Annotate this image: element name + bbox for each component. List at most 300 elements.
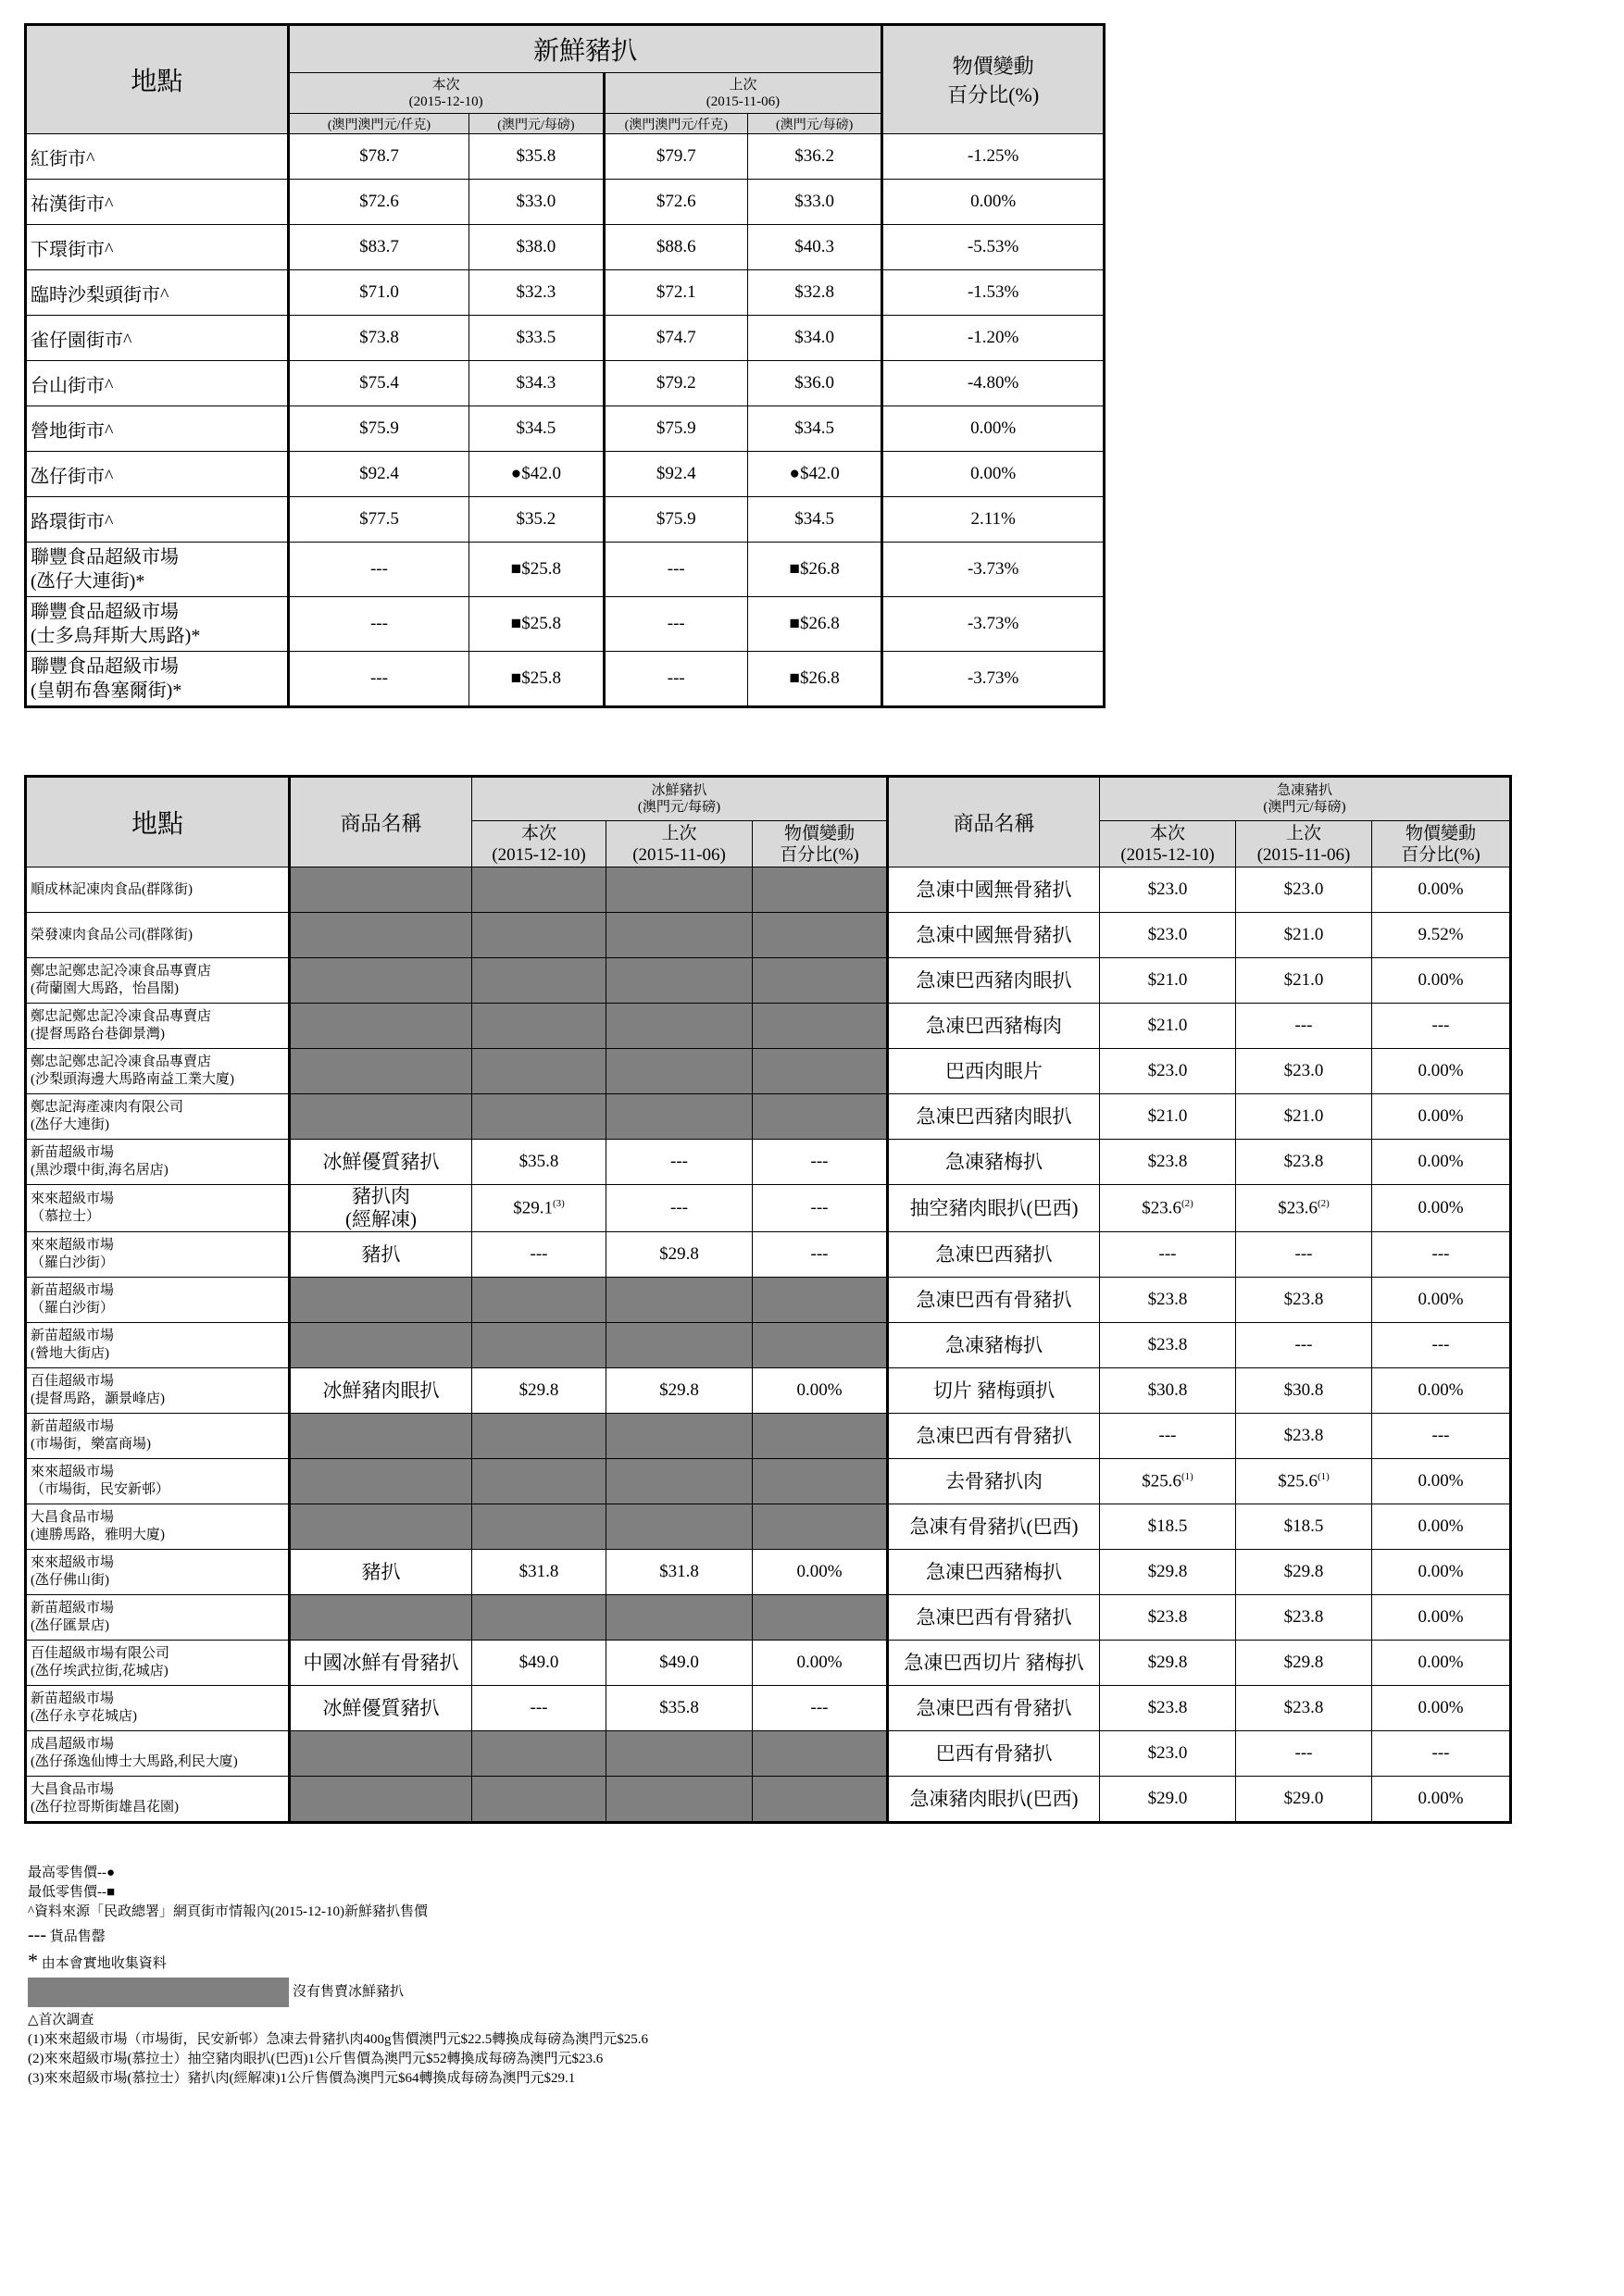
change-cell: 0.00%: [882, 452, 1105, 497]
frozen-previous-cell: $21.0: [1236, 958, 1372, 1004]
frozen-product-name-header: 商品名稱: [888, 777, 1100, 867]
chilled-change-cell: ---: [753, 1686, 888, 1731]
current-kg-cell: ---: [288, 652, 469, 707]
frozen-previous-cell: ---: [1236, 1731, 1372, 1777]
location-cell: 來來超級市場 （羅白沙街）: [26, 1232, 290, 1278]
previous-kg-cell: $72.6: [604, 180, 747, 225]
chilled-current-cell: $35.8: [472, 1140, 606, 1185]
location-cell: 營地街市^: [26, 406, 289, 452]
chilled-previous-cell: [606, 867, 753, 913]
table-row: [26, 134, 1105, 180]
chilled-previous-cell: [606, 1414, 753, 1459]
chilled-name-cell: [290, 1049, 472, 1094]
previous-lb-cell: $34.5: [747, 497, 881, 543]
frozen-change-cell: ---: [1372, 1323, 1511, 1368]
previous-kg-cell: ---: [604, 652, 747, 707]
frozen-name-cell: 急凍巴西有骨豬扒: [888, 1278, 1100, 1323]
change-cell: 0.00%: [882, 406, 1105, 452]
location-cell: 新苗超級市場 （羅白沙街）: [26, 1278, 290, 1323]
table-row: [26, 1278, 1511, 1323]
chilled-current-cell: [472, 1731, 606, 1777]
frozen-name-cell: 急凍豬肉眼扒(巴西): [888, 1777, 1100, 1823]
current-period-header: 本次 (2015-12-10): [288, 73, 604, 114]
note-lowest: 最低零售價--■: [28, 1885, 116, 1900]
table-row: [26, 1641, 1511, 1686]
location-cell: 聯豐食品超級市場 (皇朝布魯塞爾街)*: [26, 652, 289, 707]
frozen-change-cell: 0.00%: [1372, 958, 1511, 1004]
change-cell: -3.73%: [882, 652, 1105, 707]
frozen-change-cell: ---: [1372, 1004, 1511, 1049]
current-lb-cell: $38.0: [469, 225, 604, 270]
frozen-previous-cell: $29.8: [1236, 1641, 1372, 1686]
frozen-name-cell: 急凍豬梅扒: [888, 1140, 1100, 1185]
frozen-previous-cell: $23.8: [1236, 1595, 1372, 1641]
chilled-previous-cell: [606, 1595, 753, 1641]
chilled-name-cell: [290, 913, 472, 958]
location-header: 地點: [26, 25, 289, 134]
frozen-current-cell: $23.8: [1100, 1323, 1236, 1368]
chilled-previous-cell: [606, 1323, 753, 1368]
frozen-name-cell: 急凍巴西豬扒: [888, 1232, 1100, 1278]
chilled-previous-cell: $31.8: [606, 1550, 753, 1595]
chilled-name-cell: [290, 958, 472, 1004]
frozen-current-cell: $21.0: [1100, 958, 1236, 1004]
frozen-current-cell: $21.0: [1100, 1004, 1236, 1049]
unit-kg-previous: (澳門澳門元/仟克): [604, 114, 747, 134]
table-row: [26, 543, 1105, 597]
location-cell: 聯豐食品超級市場 (士多鳥拜斯大馬路)*: [26, 597, 289, 652]
location-cell: 紅街市^: [26, 134, 289, 180]
chilled-current-header: 本次 (2015-12-10): [472, 821, 606, 867]
current-kg-cell: $75.9: [288, 406, 469, 452]
frozen-previous-cell: $21.0: [1236, 1094, 1372, 1140]
frozen-change-cell: 0.00%: [1372, 1595, 1511, 1641]
frozen-change-cell: 0.00%: [1372, 1550, 1511, 1595]
current-kg-cell: $71.0: [288, 270, 469, 316]
previous-kg-cell: $75.9: [604, 497, 747, 543]
change-cell: -1.25%: [882, 134, 1105, 180]
location-cell: 新苗超級市場 (氹仔匯景店): [26, 1595, 290, 1641]
chilled-change-cell: [753, 1777, 888, 1823]
frozen-change-cell: ---: [1372, 1731, 1511, 1777]
current-lb-cell: $35.8: [469, 134, 604, 180]
chilled-name-cell: [290, 1323, 472, 1368]
chilled-current-cell: [472, 1094, 606, 1140]
table-row: [26, 1049, 1511, 1094]
note-first-survey: △首次調查: [28, 2013, 94, 2028]
chilled-previous-cell: $35.8: [606, 1686, 753, 1731]
frozen-previous-cell: ---: [1236, 1232, 1372, 1278]
chilled-current-cell: ---: [472, 1686, 606, 1731]
location-cell: 下環街市^: [26, 225, 289, 270]
table-row: [26, 1094, 1511, 1140]
fresh-pork-header: 新鮮豬扒: [288, 25, 882, 73]
chilled-current-cell: [472, 1414, 606, 1459]
table-row: [26, 180, 1105, 225]
chilled-name-cell: 豬扒肉 (經解凍): [290, 1185, 472, 1232]
frozen-change-cell: 0.00%: [1372, 867, 1511, 913]
location-cell: 鄭忠記海產凍肉有限公司 (氹仔大連街): [26, 1094, 290, 1140]
frozen-change-cell: 0.00%: [1372, 1686, 1511, 1731]
change-cell: -5.53%: [882, 225, 1105, 270]
chilled-name-cell: 豬扒: [290, 1550, 472, 1595]
chilled-change-cell: [753, 913, 888, 958]
frozen-name-cell: 急凍巴西豬梅扒: [888, 1550, 1100, 1595]
chilled-change-cell: [753, 867, 888, 913]
footnote-1: (1)來來超級市場（市場街，民安新邨）急凍去骨豬扒肉400g售價澳門元$22.5轉換成每磅為澳門元$25.6: [28, 2032, 648, 2047]
chilled-change-cell: [753, 1459, 888, 1504]
location-cell: 氹仔街市^: [26, 452, 289, 497]
previous-lb-cell: ■$26.8: [747, 652, 881, 707]
previous-period-header: 上次 (2015-11-06): [604, 73, 882, 114]
frozen-current-cell: $23.8: [1100, 1686, 1236, 1731]
chilled-change-cell: ---: [753, 1185, 888, 1232]
chilled-previous-cell: [606, 1004, 753, 1049]
frozen-change-cell: 0.00%: [1372, 1278, 1511, 1323]
chilled-change-cell: [753, 1278, 888, 1323]
chilled-previous-cell: [606, 1094, 753, 1140]
chilled-previous-cell: ---: [606, 1185, 753, 1232]
current-kg-cell: $83.7: [288, 225, 469, 270]
previous-lb-cell: ●$42.0: [747, 452, 881, 497]
chilled-previous-cell: [606, 1049, 753, 1094]
chilled-previous-cell: [606, 1459, 753, 1504]
table-row: [26, 652, 1105, 707]
frozen-current-cell: $23.6$^{(2)}$: [1100, 1185, 1236, 1232]
frozen-current-cell: $23.8: [1100, 1595, 1236, 1641]
table-row: [26, 958, 1511, 1004]
previous-kg-cell: $79.7: [604, 134, 747, 180]
chilled-current-cell: [472, 1278, 606, 1323]
chilled-change-cell: 0.00%: [753, 1368, 888, 1414]
current-lb-cell: $34.3: [469, 361, 604, 406]
frozen-name-cell: 急凍巴西有骨豬扒: [888, 1414, 1100, 1459]
chilled-current-cell: [472, 1595, 606, 1641]
chilled-name-cell: [290, 1504, 472, 1550]
frozen-current-cell: $25.6$^{(1)}$: [1100, 1459, 1236, 1504]
chilled-current-cell: $31.8: [472, 1550, 606, 1595]
frozen-previous-cell: $23.0: [1236, 867, 1372, 913]
frozen-name-cell: 急凍有骨豬扒(巴西): [888, 1504, 1100, 1550]
location-cell: 路環街市^: [26, 497, 289, 543]
previous-lb-cell: $34.0: [747, 316, 881, 361]
chilled-current-cell: [472, 1777, 606, 1823]
chilled-name-cell: [290, 1459, 472, 1504]
note-star: * 由本會實地收集資料: [28, 1949, 167, 1972]
current-lb-cell: ■$25.8: [469, 543, 604, 597]
unit-kg-current: (澳門澳門元/仟克): [288, 114, 469, 134]
frozen-current-cell: $23.0: [1100, 913, 1236, 958]
chilled-previous-cell: [606, 1278, 753, 1323]
frozen-name-cell: 巴西肉眼片: [888, 1049, 1100, 1094]
table-row: [26, 1368, 1511, 1414]
table-row: [26, 1686, 1511, 1731]
chilled-previous-cell: [606, 1731, 753, 1777]
location-cell: 百佳超級市場有限公司 (氹仔埃武拉街,花城店): [26, 1641, 290, 1686]
frozen-current-cell: $29.8: [1100, 1641, 1236, 1686]
location-cell: 新苗超級市場 (市場街，樂富商場): [26, 1414, 290, 1459]
frozen-name-cell: 急凍中國無骨豬扒: [888, 867, 1100, 913]
chilled-name-cell: [290, 1731, 472, 1777]
table-row: [26, 361, 1105, 406]
table-row: [26, 1459, 1511, 1504]
price-change-header: 物價變動 百分比(%): [882, 25, 1105, 134]
chilled-name-cell: 冰鮮優質豬扒: [290, 1686, 472, 1731]
chilled-change-cell: [753, 1595, 888, 1641]
location-cell: 來來超級市場 （市場街，民安新邨）: [26, 1459, 290, 1504]
previous-lb-cell: $36.0: [747, 361, 881, 406]
frozen-previous-cell: ---: [1236, 1004, 1372, 1049]
previous-lb-cell: $32.8: [747, 270, 881, 316]
current-lb-cell: ●$42.0: [469, 452, 604, 497]
current-kg-cell: $78.7: [288, 134, 469, 180]
frozen-change-cell: 9.52%: [1372, 913, 1511, 958]
table-row: [26, 1004, 1511, 1049]
chilled-previous-header: 上次 (2015-11-06): [606, 821, 753, 867]
table-row: [26, 406, 1105, 452]
table-row: [26, 1414, 1511, 1459]
chilled-change-cell: [753, 1504, 888, 1550]
chilled-name-cell: 冰鮮豬肉眼扒: [290, 1368, 472, 1414]
chilled-current-cell: $29.8: [472, 1368, 606, 1414]
frozen-name-cell: 急凍巴西切片 豬梅扒: [888, 1641, 1100, 1686]
table-row: [26, 867, 1511, 913]
previous-lb-cell: $40.3: [747, 225, 881, 270]
frozen-name-cell: 急凍巴西有骨豬扒: [888, 1595, 1100, 1641]
current-kg-cell: $73.8: [288, 316, 469, 361]
table-row: [26, 316, 1105, 361]
frozen-change-header: 物價變動 百分比(%): [1372, 821, 1511, 867]
location-cell: 台山街市^: [26, 361, 289, 406]
chilled-change-cell: [753, 1049, 888, 1094]
chilled-change-cell: [753, 1323, 888, 1368]
chilled-change-cell: [753, 1004, 888, 1049]
frozen-change-cell: 0.00%: [1372, 1459, 1511, 1504]
chilled-change-cell: 0.00%: [753, 1550, 888, 1595]
current-lb-cell: $32.3: [469, 270, 604, 316]
current-kg-cell: $72.6: [288, 180, 469, 225]
location-cell: 榮發凍肉食品公司(群隊街): [26, 913, 290, 958]
chilled-current-cell: ---: [472, 1232, 606, 1278]
current-lb-cell: $33.5: [469, 316, 604, 361]
location-cell: 祐漢街市^: [26, 180, 289, 225]
chilled-current-cell: [472, 867, 606, 913]
frozen-change-cell: 0.00%: [1372, 1504, 1511, 1550]
frozen-previous-header: 上次 (2015-11-06): [1236, 821, 1372, 867]
location-cell: 新苗超級市場 (黑沙環中街,海名居店): [26, 1140, 290, 1185]
chilled-previous-cell: [606, 913, 753, 958]
current-lb-cell: ■$25.8: [469, 652, 604, 707]
chilled-current-cell: [472, 1459, 606, 1504]
table-row: [26, 1232, 1511, 1278]
chilled-current-cell: $49.0: [472, 1641, 606, 1686]
frozen-name-cell: 急凍巴西豬肉眼扒: [888, 958, 1100, 1004]
frozen-name-cell: 急凍巴西豬梅肉: [888, 1004, 1100, 1049]
chilled-current-cell: [472, 913, 606, 958]
chilled-name-cell: [290, 1777, 472, 1823]
chilled-name-cell: 豬扒: [290, 1232, 472, 1278]
change-cell: -1.20%: [882, 316, 1105, 361]
chilled-name-cell: [290, 867, 472, 913]
chilled-current-cell: $29.1$^{(3)}$: [472, 1185, 606, 1232]
previous-kg-cell: ---: [604, 543, 747, 597]
table-row: [26, 270, 1105, 316]
frozen-change-cell: 0.00%: [1372, 1049, 1511, 1094]
frozen-previous-cell: $30.8: [1236, 1368, 1372, 1414]
chilled-current-cell: [472, 1004, 606, 1049]
chilled-name-cell: 冰鮮優質豬扒: [290, 1140, 472, 1185]
note-sold-out: --- 貨品售罄: [28, 1925, 106, 1945]
fresh-pork-chop-table: [24, 23, 1106, 708]
table-row: [26, 1504, 1511, 1550]
frozen-change-cell: 0.00%: [1372, 1094, 1511, 1140]
location-header-2: 地點: [26, 777, 290, 867]
chilled-current-cell: [472, 1049, 606, 1094]
chilled-change-cell: [753, 1731, 888, 1777]
chilled-name-cell: [290, 1595, 472, 1641]
change-cell: 2.11%: [882, 497, 1105, 543]
frozen-name-cell: 急凍巴西有骨豬扒: [888, 1686, 1100, 1731]
frozen-previous-cell: $21.0: [1236, 913, 1372, 958]
table-row: [26, 913, 1511, 958]
table-row: [26, 497, 1105, 543]
frozen-name-cell: 切片 豬梅頭扒: [888, 1368, 1100, 1414]
frozen-current-cell: $23.0: [1100, 1731, 1236, 1777]
location-cell: 臨時沙梨頭街市^: [26, 270, 289, 316]
frozen-current-cell: $23.8: [1100, 1140, 1236, 1185]
frozen-previous-cell: $23.0: [1236, 1049, 1372, 1094]
table-row: [26, 1185, 1511, 1232]
frozen-previous-cell: $25.6$^{(1)}$: [1236, 1459, 1372, 1504]
change-cell: -3.73%: [882, 543, 1105, 597]
previous-kg-cell: $75.9: [604, 406, 747, 452]
location-cell: 百佳超級市場 (提督馬路，灝景峰店): [26, 1368, 290, 1414]
note-no-chilled: 沒有售賣冰鮮豬扒: [28, 1978, 1046, 2007]
location-cell: 新苗超級市場 (營地大街店): [26, 1323, 290, 1368]
current-lb-cell: $33.0: [469, 180, 604, 225]
chilled-previous-cell: [606, 1777, 753, 1823]
frozen-change-cell: 0.00%: [1372, 1185, 1511, 1232]
frozen-change-cell: 0.00%: [1372, 1777, 1511, 1823]
frozen-change-cell: ---: [1372, 1414, 1511, 1459]
frozen-current-header: 本次 (2015-12-10): [1100, 821, 1236, 867]
chilled-previous-cell: ---: [606, 1140, 753, 1185]
table-row: [26, 452, 1105, 497]
chilled-current-cell: [472, 958, 606, 1004]
gray-legend-box: [28, 1978, 289, 2007]
frozen-current-cell: $21.0: [1100, 1094, 1236, 1140]
location-cell: 新苗超級市場 (氹仔永亨花城店): [26, 1686, 290, 1731]
location-cell: 來來超級市場 （慕拉士）: [26, 1185, 290, 1232]
location-cell: 來來超級市場 (氹仔佛山街): [26, 1550, 290, 1595]
frozen-name-cell: 去骨豬扒肉: [888, 1459, 1100, 1504]
frozen-current-cell: $23.0: [1100, 867, 1236, 913]
chilled-previous-cell: [606, 1504, 753, 1550]
frozen-current-cell: $29.8: [1100, 1550, 1236, 1595]
table-row: [26, 1550, 1511, 1595]
location-cell: 成昌超級市場 (氹仔孫逸仙博士大馬路,利民大廈): [26, 1731, 290, 1777]
frozen-previous-cell: ---: [1236, 1323, 1372, 1368]
chilled-current-cell: [472, 1323, 606, 1368]
location-cell: 大昌食品市場 (氹仔拉哥斯街雄昌花園): [26, 1777, 290, 1823]
change-cell: 0.00%: [882, 180, 1105, 225]
frozen-name-cell: 急凍中國無骨豬扒: [888, 913, 1100, 958]
previous-lb-cell: $34.5: [747, 406, 881, 452]
previous-lb-cell: ■$26.8: [747, 543, 881, 597]
frozen-previous-cell: $23.8: [1236, 1278, 1372, 1323]
chilled-change-cell: 0.00%: [753, 1641, 888, 1686]
chilled-name-cell: [290, 1414, 472, 1459]
location-cell: 聯豐食品超級市場 (氹仔大連街)*: [26, 543, 289, 597]
current-lb-cell: ■$25.8: [469, 597, 604, 652]
previous-kg-cell: $88.6: [604, 225, 747, 270]
chilled-previous-cell: [606, 958, 753, 1004]
current-kg-cell: $77.5: [288, 497, 469, 543]
previous-lb-cell: $36.2: [747, 134, 881, 180]
chilled-change-header: 物價變動 百分比(%): [753, 821, 888, 867]
table-row: [26, 1731, 1511, 1777]
note-source: ^資料來源「民政總署」網頁街市情報內(2015-12-10)新鮮豬扒售價: [28, 1904, 429, 1919]
frozen-change-cell: 0.00%: [1372, 1641, 1511, 1686]
chilled-previous-cell: $49.0: [606, 1641, 753, 1686]
footnote-3: (3)來來超級市場(慕拉士）豬扒肉(經解凍)1公斤售價為澳門元$64轉換成每磅為澳門元$29.1: [28, 2071, 576, 2086]
frozen-previous-cell: $23.6$^{(2)}$: [1236, 1185, 1372, 1232]
previous-lb-cell: $33.0: [747, 180, 881, 225]
frozen-current-cell: ---: [1100, 1232, 1236, 1278]
chilled-change-cell: ---: [753, 1140, 888, 1185]
frozen-previous-cell: $18.5: [1236, 1504, 1372, 1550]
frozen-current-cell: $23.8: [1100, 1278, 1236, 1323]
location-cell: 雀仔園街市^: [26, 316, 289, 361]
previous-kg-cell: $74.7: [604, 316, 747, 361]
frozen-current-cell: $30.8: [1100, 1368, 1236, 1414]
previous-kg-cell: $72.1: [604, 270, 747, 316]
previous-kg-cell: $92.4: [604, 452, 747, 497]
chilled-previous-cell: $29.8: [606, 1368, 753, 1414]
location-cell: 鄭忠記鄭忠記冷凍食品專賣店 (荷蘭園大馬路，怡昌閣): [26, 958, 290, 1004]
frozen-previous-cell: $29.8: [1236, 1550, 1372, 1595]
chilled-name-cell: [290, 1278, 472, 1323]
frozen-name-cell: 急凍巴西豬肉眼扒: [888, 1094, 1100, 1140]
chilled-frozen-pork-chop-table: [24, 775, 1512, 1824]
product-name-header: 商品名稱: [290, 777, 472, 867]
chilled-change-cell: [753, 1094, 888, 1140]
footnote-2: (2)來來超級市場(慕拉士）抽空豬肉眼扒(巴西)1公斤售價為澳門元$52轉換成每磅為澳門元$23.6: [28, 2052, 604, 2066]
previous-kg-cell: ---: [604, 597, 747, 652]
table-row: [26, 597, 1105, 652]
table-row: [26, 1777, 1511, 1823]
frozen-name-cell: 抽空豬肉眼扒(巴西): [888, 1185, 1100, 1232]
frozen-change-cell: 0.00%: [1372, 1368, 1511, 1414]
unit-lb-current: (澳門元/每磅): [469, 114, 604, 134]
frozen-name-cell: 巴西有骨豬扒: [888, 1731, 1100, 1777]
frozen-previous-cell: $23.8: [1236, 1414, 1372, 1459]
frozen-change-cell: ---: [1372, 1232, 1511, 1278]
change-cell: -3.73%: [882, 597, 1105, 652]
change-cell: -4.80%: [882, 361, 1105, 406]
current-kg-cell: ---: [288, 597, 469, 652]
location-cell: 大昌食品市場 (連勝馬路，雅明大廈): [26, 1504, 290, 1550]
note-highest: 最高零售價--●: [28, 1866, 116, 1880]
table-row: [26, 1595, 1511, 1641]
location-cell: 順成林記凍肉食品(群隊街): [26, 867, 290, 913]
frozen-previous-cell: $23.8: [1236, 1686, 1372, 1731]
change-cell: -1.53%: [882, 270, 1105, 316]
chilled-previous-cell: $29.8: [606, 1232, 753, 1278]
frozen-pork-header: 急凍豬扒 (澳門元/每磅): [1100, 777, 1511, 821]
frozen-current-cell: $23.0: [1100, 1049, 1236, 1094]
current-kg-cell: $92.4: [288, 452, 469, 497]
